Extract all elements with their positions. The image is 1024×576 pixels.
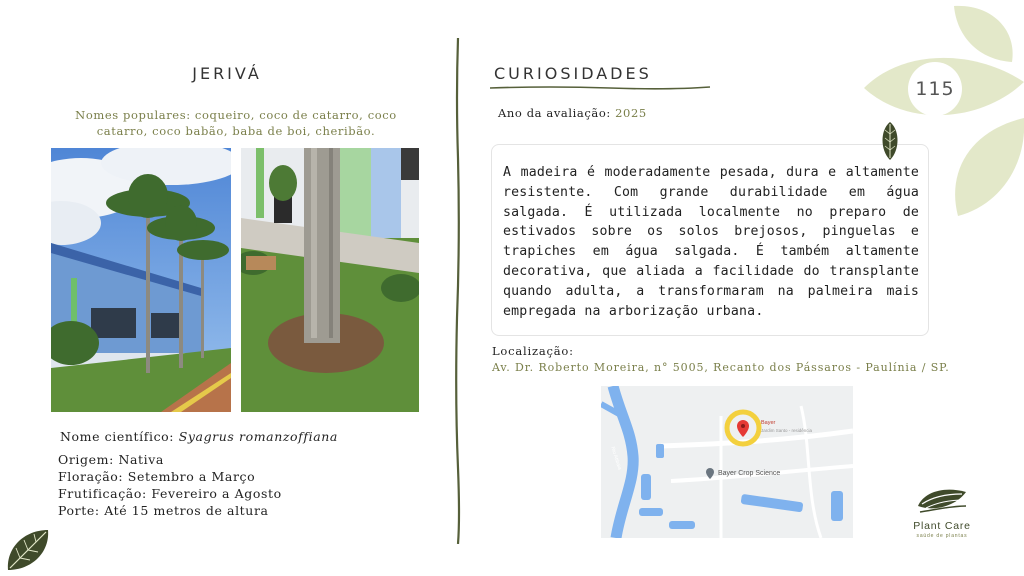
curiosities-title: CURIOSIDADES xyxy=(494,64,652,83)
scientific-name-line xyxy=(60,429,338,444)
popular-names: Nomes populares: coqueiro, coco de catarro, coco catarro, coco babão, baba de boi, cheribão. xyxy=(75,108,397,138)
year-value: 2025 xyxy=(615,106,647,120)
location-label: Localização: xyxy=(492,344,574,358)
description-text: A madeira é moderadamente pesada, dura e altamente resistente. Com grande durabilidade em água salgada. É utilizada localmente no preparo de estivados sobre os solos brejosos, pinguelas e trapiches em água salgada. É também altamente decorativa, que aliada a facilidade do transplante quando adulta, a transformaram na palmeira mais empregada na arborização urbana. xyxy=(503,165,919,319)
page-number: 115 xyxy=(908,62,962,116)
brand-name: Plant Care xyxy=(913,520,971,532)
title-underline xyxy=(490,84,712,92)
plant-facts xyxy=(58,451,282,519)
fact-size: Porte: Até 15 metros de altura xyxy=(58,503,269,518)
fact-flowering: Floração: Setembro a Março xyxy=(58,469,256,484)
leaf-icon-bottom-left xyxy=(2,526,52,576)
palm-trunk-photo xyxy=(241,148,419,412)
plant-title: JERIVÁ xyxy=(192,64,262,83)
map-place-label: Bayer Crop Science xyxy=(718,470,781,477)
year-label: Ano da avaliação: xyxy=(498,106,616,120)
map-pin-sublabel: Jardim Santo - residência xyxy=(761,428,813,433)
fact-origin: Origem: Nativa xyxy=(58,452,164,467)
scientific-name: Syagrus romanzoffiana xyxy=(178,429,338,444)
map-road-label: Rio Atibaia xyxy=(609,446,623,471)
evaluation-year xyxy=(498,106,647,120)
scientific-label: Nome científico: xyxy=(60,429,179,444)
leaf-icon-small xyxy=(878,120,902,162)
fact-fruiting: Frutificação: Fevereiro a Agosto xyxy=(58,486,282,501)
plant-care-logo-icon xyxy=(914,486,970,518)
brand-tagline: saúde de plantas xyxy=(916,533,968,539)
location-address: Av. Dr. Roberto Moreira, n° 5005, Recanto dos Pássaros - Paulínia / SP. xyxy=(492,361,950,374)
map-pin-label: Bayer xyxy=(761,420,776,426)
column-divider xyxy=(453,38,463,544)
palm-building-photo xyxy=(51,148,231,412)
location-map[interactable] xyxy=(601,386,853,538)
